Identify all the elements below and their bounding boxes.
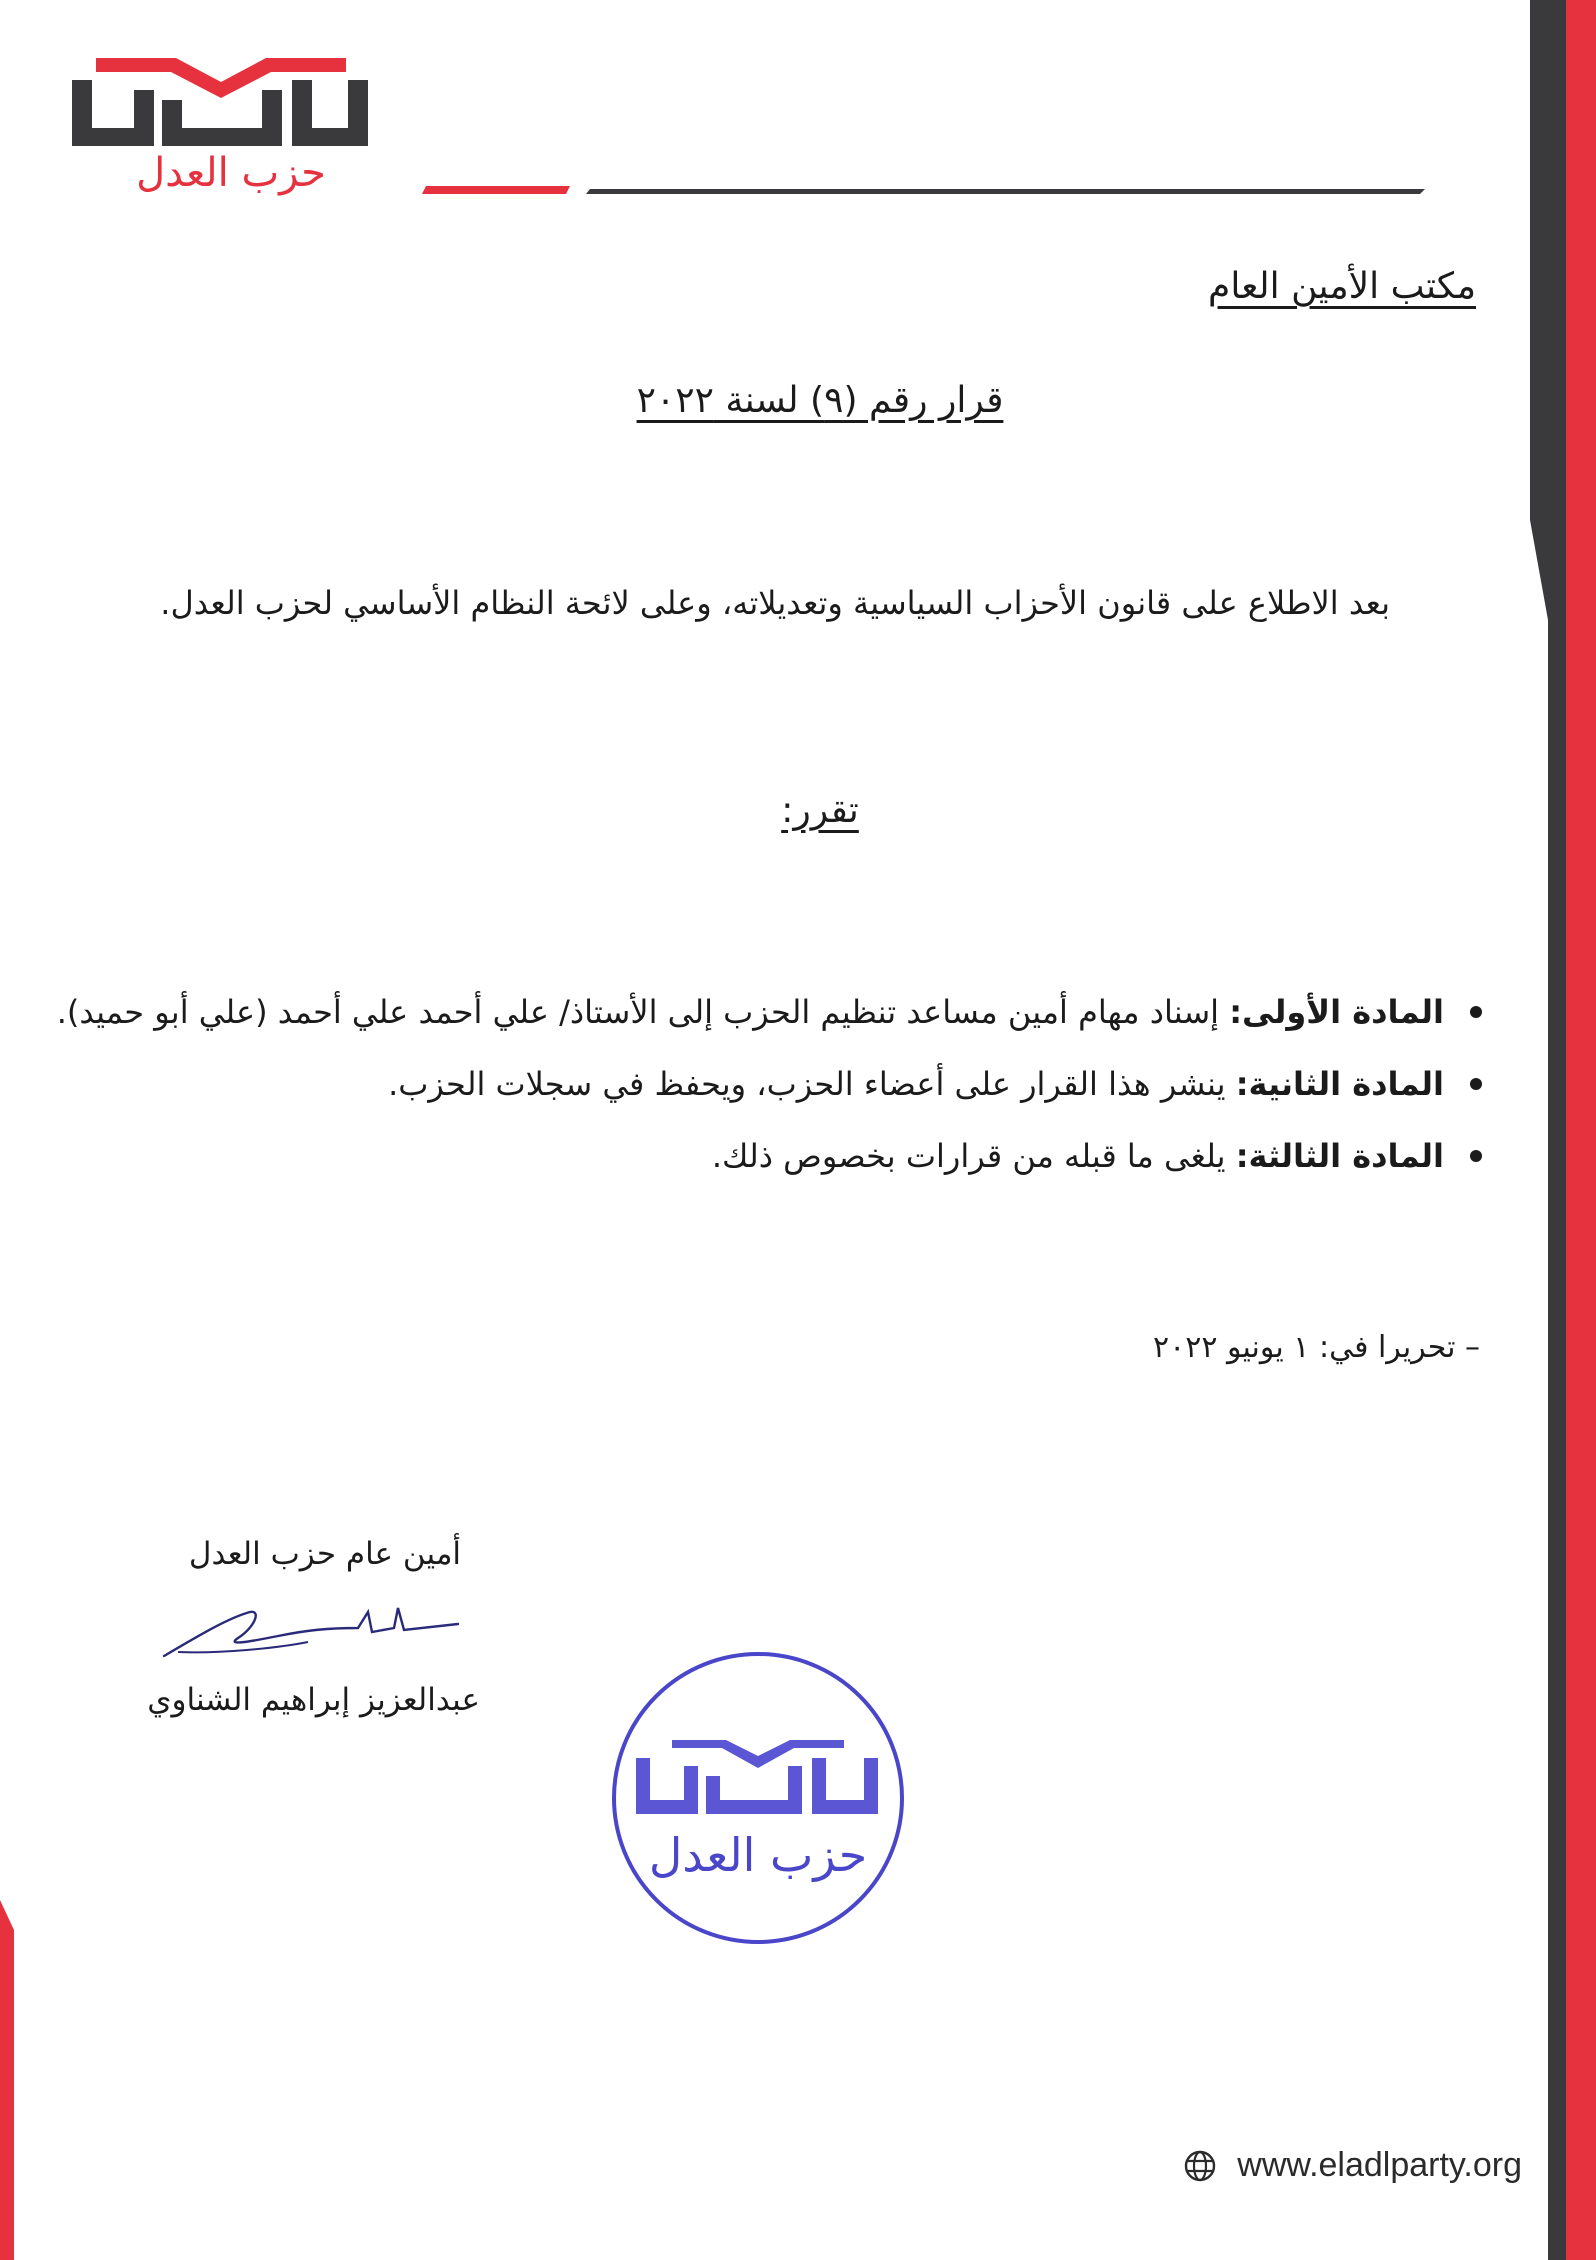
- footer: [1183, 2146, 1522, 2185]
- office-title: مكتب الأمين العام: [1208, 266, 1476, 307]
- article-text: إسناد مهام أمين مساعد تنظيم الحزب إلى الأستاذ/ علي أحمد علي أحمد (علي أبو حميد).: [56, 993, 1230, 1031]
- stamp-caption: حزب العدل: [648, 1828, 868, 1882]
- signatory-role: أمين عام حزب العدل: [188, 1536, 462, 1572]
- bullet-icon: [1470, 1078, 1482, 1090]
- articles-list: [56, 988, 1482, 1180]
- header-rule: [420, 180, 1430, 200]
- website-link[interactable]: www.eladlparty.org: [1237, 2146, 1522, 2184]
- globe-icon: [1183, 2149, 1217, 2183]
- party-stamp: [608, 1648, 908, 1948]
- date-line: – تحريرا في: ١ يونيو ٢٠٢٢: [1153, 1330, 1480, 1365]
- party-logo: [66, 50, 376, 200]
- left-decorative-edge: [0, 1900, 20, 2260]
- article-label: المادة الأولى:: [1229, 993, 1444, 1031]
- bullet-icon: [1470, 1150, 1482, 1162]
- article-label: المادة الثالثة:: [1235, 1137, 1444, 1175]
- handwritten-signature: [158, 1598, 468, 1668]
- decides-label: تقرر:: [781, 790, 859, 831]
- article-text: ينشر هذا القرار على أعضاء الحزب، ويحفظ في سجلات الحزب.: [388, 1065, 1236, 1103]
- article-label: المادة الثانية:: [1235, 1065, 1444, 1103]
- list-item: [56, 988, 1482, 1036]
- preamble-text: بعد الاطلاع على قانون الأحزاب السياسية وتعديلاته، وعلى لائحة النظام الأساسي لحزب العدل.: [160, 584, 1390, 622]
- bullet-icon: [1470, 1006, 1482, 1018]
- list-item: [182, 1060, 1482, 1108]
- signatory-name: عبدالعزيز إبراهيم الشناوي: [147, 1682, 480, 1718]
- stamp-circle-icon: [608, 1648, 908, 1948]
- article-text: يلغى ما قبله من قرارات بخصوص ذلك.: [711, 1137, 1236, 1175]
- logo-mark-icon: [66, 50, 376, 150]
- logo-caption: حزب العدل: [136, 150, 326, 196]
- right-decorative-band: [1520, 0, 1596, 2260]
- list-item: [182, 1132, 1482, 1180]
- decision-title: قرار رقم (٩) لسنة ٢٠٢٢: [636, 380, 1004, 421]
